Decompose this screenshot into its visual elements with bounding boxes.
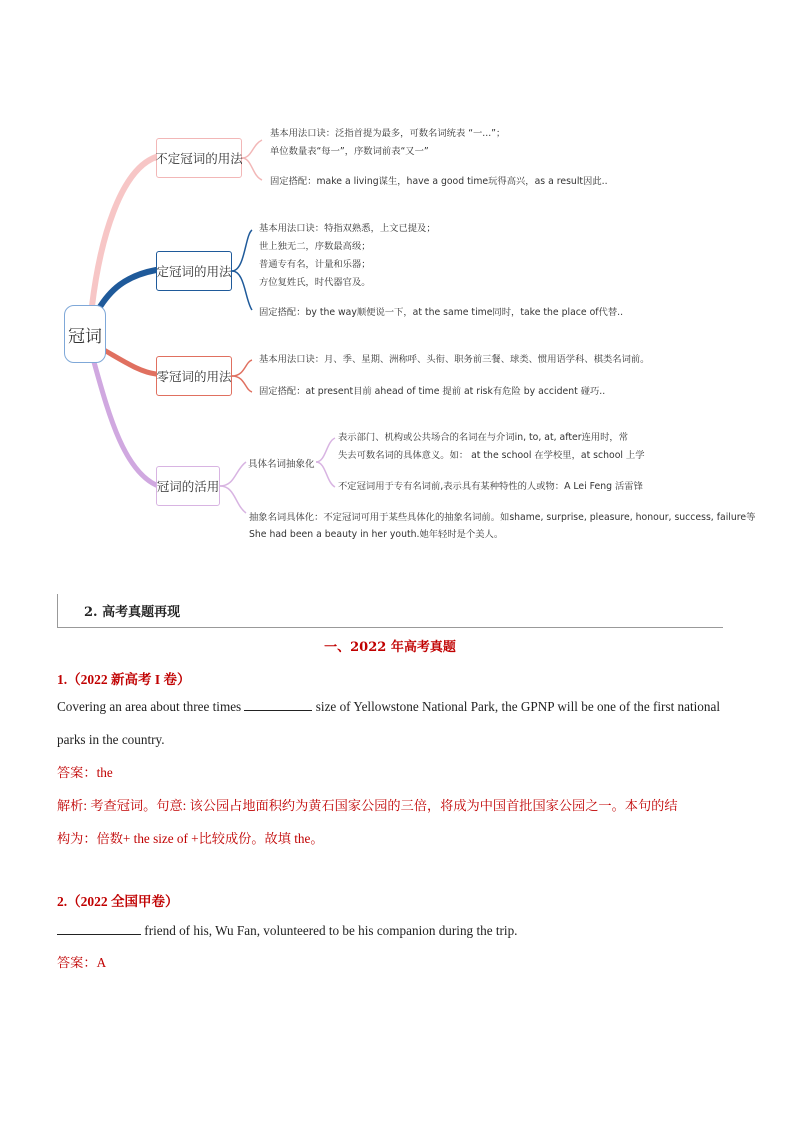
leaf-text: 基本用法口诀：月、季、星期、洲称呼、头衔、职务前三餐、球类、惯用语学科、棋类名词前。	[259, 354, 650, 365]
mind-map-connectors	[0, 0, 794, 560]
leaf-text: 固定搭配：at present目前 ahead of time 提前 at risk有危险 by accident 碰巧..	[259, 386, 606, 397]
leaf-text: 固定搭配：make a living谋生，have a good time玩得高兴，as a result因此..	[270, 176, 608, 187]
branch-flexible-usage: 冠词的活用	[156, 466, 220, 506]
section-header	[57, 594, 723, 628]
branch-zero-article: 零冠词的用法	[156, 356, 232, 396]
leaf-text: 失去可数名词的具体意义。如： at the school 在学校里，at school 上学	[338, 450, 645, 461]
leaf-text: 基本用法口诀：泛指首提为最多，可数名词统表 “一...”；	[270, 128, 506, 139]
leaf-text: 基本用法口诀：特指双熟悉，上文已提及；	[259, 223, 436, 234]
leaf-text: 方位复姓氏，时代器官及。	[259, 277, 371, 288]
question-2-text	[57, 914, 727, 947]
question-2-label: 2.（2022 全国甲卷）	[57, 894, 179, 909]
branch-definite-article: 定冠词的用法	[156, 251, 232, 291]
answer-blank	[244, 697, 312, 711]
leaf-text: She had been a beauty in her youth.她年轻时是个美人。	[249, 529, 504, 540]
question-text: size of Yellowstone National Park, the GPNP will be one of the first national parks in the country.	[57, 699, 721, 747]
branch-curve-2	[98, 270, 156, 310]
question-1-label: 1.（2022 新高考 I 卷）	[57, 672, 191, 687]
mind-map	[0, 0, 794, 560]
mind-map-root: 冠词	[64, 305, 106, 363]
leaf-text: 普通专有名，计量和乐器；	[259, 259, 371, 270]
question-text: Covering an area about three times	[57, 699, 245, 714]
analysis-line: 构为：倍数+ the size of +比较成份。故填 the。	[57, 831, 324, 846]
question-text: friend of his, Wu Fan, volunteered to be his companion during the trip.	[141, 923, 518, 938]
leaf-text: 固定搭配：by the way顺便说一下，at the same time同时，take the place of代替..	[259, 307, 624, 318]
answer-label: 答案：	[57, 955, 97, 970]
sub-branch-concrete-abstract: 具体名词抽象化	[248, 454, 314, 472]
leaf-text: 单位数量表“每一”，序数词前表“又一”	[270, 146, 429, 157]
branch-curve-3	[104, 350, 156, 374]
question-2-answer	[57, 946, 727, 979]
question-1-text	[57, 690, 727, 756]
leaf-text: 抽象名词具体化：不定冠词可用于某些具体化的抽象名词前。如shame, surprise, pleasure, honour, success, failure等	[249, 512, 756, 523]
answer-value: A	[96, 955, 107, 970]
question-1-analysis	[57, 789, 727, 855]
answer-blank	[57, 921, 141, 935]
leaf-text: 世上独无二，序数最高级；	[259, 241, 371, 252]
branch-curve-4	[94, 362, 156, 485]
question-1-answer	[57, 756, 727, 789]
branch-indefinite-article: 不定冠词的用法	[156, 138, 242, 178]
sub-section-title: 一、2022 年高考真题	[324, 640, 456, 655]
leaf-text: 不定冠词用于专有名词前,表示具有某种特性的人或物：A Lei Feng 活雷锋	[338, 481, 643, 492]
analysis-line: 解析: 考查冠词。句意: 该公园占地面积约为黄石国家公园的三倍，将成为中国首批国家公园之一。本句的结	[57, 798, 678, 813]
leaf-text: 表示部门、机构或公共场合的名词在与介词in, to, at, after连用时，常	[338, 432, 629, 443]
answer-value: the	[96, 765, 113, 780]
answer-label: 答案：	[57, 765, 97, 780]
section-title: 2. 高考真题再现	[84, 605, 181, 620]
